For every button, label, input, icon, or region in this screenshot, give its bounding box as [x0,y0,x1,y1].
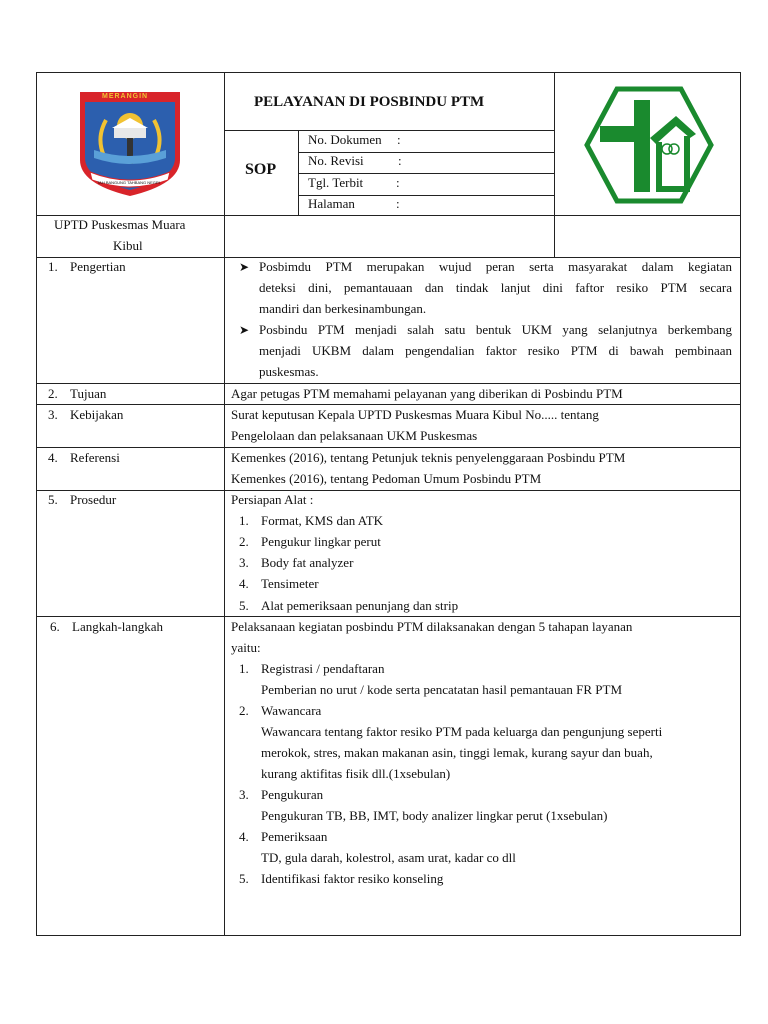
field-sep: : [397,132,401,147]
pengertian-bullet-2 [259,319,732,382]
bullet-line: Posbindu PTM menjadi salah satu bentuk UKM yang selanjutnya berkembang [259,322,732,337]
bullet-line: deteksi dini, pemantauaan dan tindak lanjut dini faftor resiko PTM secara [259,280,732,295]
section-label-langkah: Langkah-langkah [72,619,163,634]
list-num: 5. [239,598,249,613]
referensi-line: Kemenkes (2016), tentang Petunjuk teknis penyelenggaraan Posbindu PTM [231,450,626,465]
table-border-bottom [36,935,741,936]
column-divider [224,72,225,936]
field-sep: : [398,153,402,168]
row-divider [36,490,741,491]
list-item: Pengukur lingkar perut [261,534,381,549]
section-label-tujuan: Tujuan [70,386,107,401]
emblem-motto: TAH BANGUNG TAHBANG NEGRI [97,180,160,185]
list-item: Wawancara [261,703,322,718]
list-num: 1. [239,661,249,676]
field-label-tgl-terbit: Tgl. Terbit [308,175,364,190]
list-detail: kurang aktifitas fisik dll.(1xsebulan) [261,766,451,781]
row-divider [36,616,741,617]
list-num: 4. [239,829,249,844]
section-label-prosedur: Prosedur [70,492,117,507]
table-border-left [36,72,37,936]
bullet-line: Posbimdu PTM merupakan wujud peran serta masyarakat dalam kegiatan [259,259,732,274]
list-item: Body fat analyzer [261,555,354,570]
prosedur-intro: Persiapan Alat : [231,492,314,507]
list-detail: TD, gula darah, kolestrol, asam urat, kadar co dll [261,850,516,865]
cross-house-icon [584,86,714,204]
section-num: 1. [48,259,58,274]
list-detail: Pemberian no urut / kode serta pencatatan hasil pemantauan FR PTM [261,682,623,697]
list-num: 5. [239,871,249,886]
unit-name-line1: UPTD Puskesmas Muara [54,217,186,232]
list-item: Identifikasi faktor resiko konseling [261,871,444,886]
tujuan-text: Agar petugas PTM memahami pelayanan yang diberikan di Posbindu PTM [231,386,623,401]
bullet-line: puskesmas. [259,364,319,379]
logo-column-divider [554,72,555,258]
list-item: Pemeriksaan [261,829,328,844]
field-sep: : [396,196,400,211]
row-divider [36,447,741,448]
pengertian-bullet-1 [259,256,732,319]
langkah-intro: yaitu: [231,640,261,655]
kebijakan-line: Pengelolaan dan pelaksanaan UKM Puskesmas [231,428,478,443]
referensi-line: Kemenkes (2016), tentang Pedoman Umum Posbindu PTM [231,471,542,486]
list-detail: Pengukuran TB, BB, IMT, body analizer lingkar perut (1xsebulan) [261,808,608,823]
list-item: Tensimeter [261,576,319,591]
row-divider [36,383,741,384]
field-column-divider [298,130,299,216]
arrow-bullet-icon: ➤ [239,323,250,337]
list-detail: merokok, stres, makan makanan asin, tinggi lemak, kurang sayur dan buah, [261,745,653,760]
bullet-line: mandiri dan berkesinambungan. [259,301,427,316]
list-item: Pengukuran [261,787,324,802]
list-num: 3. [239,787,249,802]
list-num: 2. [239,534,249,549]
field-label-no-dokumen: No. Dokumen [308,132,382,147]
sop-label: SOP [245,161,277,178]
row-divider [36,404,741,405]
list-num: 3. [239,555,249,570]
section-num: 3. [48,407,58,422]
unit-name-line2: Kibul [113,238,143,253]
field-divider [298,173,554,174]
field-label-halaman: Halaman [308,196,355,211]
section-num: 2. [48,386,58,401]
list-num: 2. [239,703,249,718]
list-item: Registrasi / pendaftaran [261,661,385,676]
list-item: Format, KMS dan ATK [261,513,384,528]
page-title: PELAYANAN DI POSBINDU PTM [254,94,485,110]
field-label-no-revisi: No. Revisi [308,153,364,168]
section-label-kebijakan: Kebijakan [70,407,124,422]
header-divider [224,130,554,131]
kebijakan-line: Surat keputusan Kepala UPTD Puskesmas Muara Kibul No..... tentang [231,407,599,422]
field-sep: : [396,175,400,190]
emblem-name: MERANGIN [102,93,149,100]
list-item: Alat pemeriksaan penunjang dan strip [261,598,459,613]
section-label-pengertian: Pengertian [70,259,126,274]
list-num: 1. [239,513,249,528]
table-border-right [740,72,741,936]
section-num: 4. [48,450,58,465]
row-divider [36,215,741,216]
section-num: 6. [50,619,60,634]
section-label-referensi: Referensi [70,450,120,465]
langkah-intro: Pelaksanaan kegiatan posbindu PTM dilaksanakan dengan 5 tahapan layanan [231,619,633,634]
list-num: 4. [239,576,249,591]
arrow-bullet-icon: ➤ [239,260,250,274]
bullet-line: menjadi UKBM dalam pengendalian faktor resiko PTM di bawah pembinaan [259,343,732,358]
table-border-top [36,72,741,73]
section-num: 5. [48,492,58,507]
list-detail: Wawancara tentang faktor resiko PTM pada keluarga dan pengunjung seperti [261,724,663,739]
